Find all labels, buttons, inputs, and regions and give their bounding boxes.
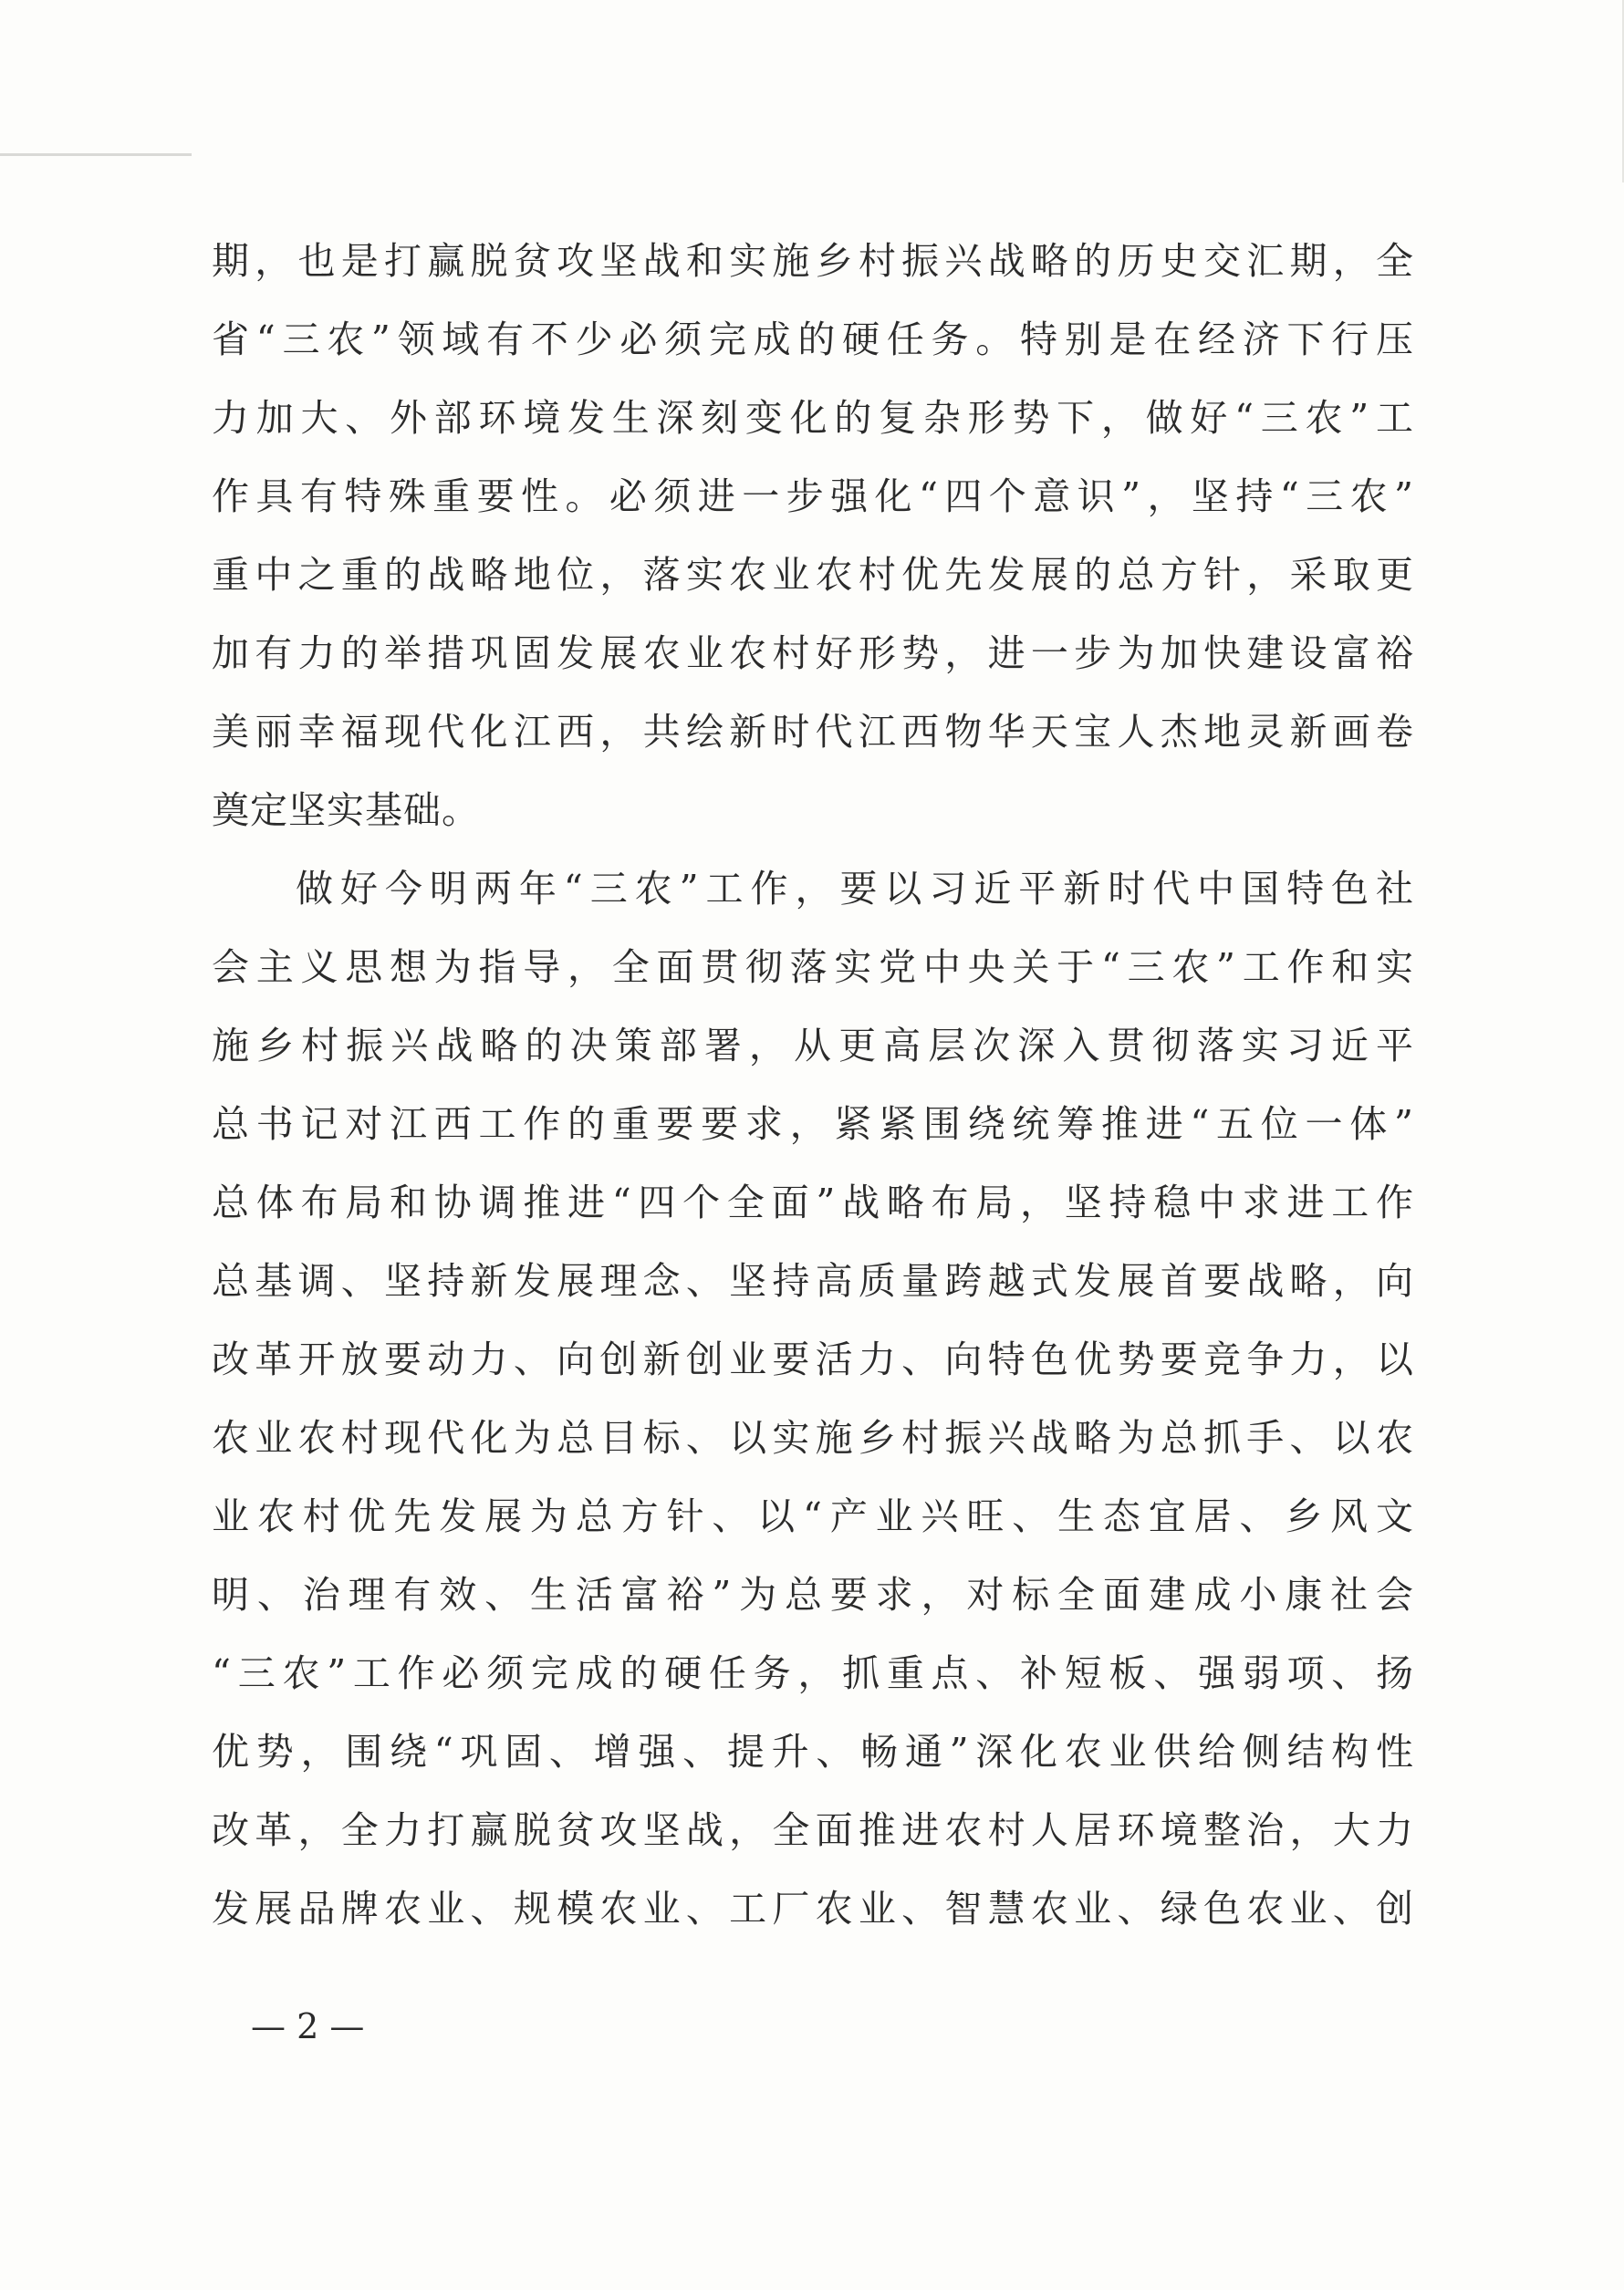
text-line: 总基调、坚持新发展理念、坚持高质量跨越式发展首要战略，向 — [212, 1259, 1414, 1303]
text-line: 明、治理有效、生活富裕”为总要求，对标全面建成小康社会 — [212, 1573, 1414, 1617]
text-line: 力加大、外部环境发生深刻变化的复杂形势下，做好“三农”工 — [212, 396, 1414, 440]
text-line: 发展品牌农业、规模农业、工厂农业、智慧农业、绿色农业、创 — [212, 1887, 1414, 1931]
text-line: 省“三农”领域有不少必须完成的硬任务。特别是在经济下行压 — [212, 317, 1414, 361]
text-line: 美丽幸福现代化江西，共绘新时代江西物华天宝人杰地灵新画卷 — [212, 710, 1414, 754]
text-line: 总体布局和协调推进“四个全面”战略布局，坚持稳中求进工作 — [212, 1181, 1414, 1224]
text-line: 业农村优先发展为总方针、以“产业兴旺、生态宜居、乡风文 — [212, 1494, 1414, 1538]
scan-edge-mark — [0, 153, 192, 156]
text-line: 施乡村振兴战略的决策部署，从更高层次深入贯彻落实习近平 — [212, 1024, 1414, 1067]
text-line: 会主义思想为指导，全面贯彻落实党中央关于“三农”工作和实 — [212, 945, 1414, 989]
text-line: 优势，围绕“巩固、增强、提升、畅通”深化农业供给侧结构性 — [212, 1730, 1414, 1774]
page-number: — 2 — — [251, 2006, 365, 2046]
text-line: 重中之重的战略地位，落实农业农村优先发展的总方针，采取更 — [212, 553, 1414, 597]
text-line: “三农”工作必须完成的硬任务，抓重点、补短板、强弱项、扬 — [212, 1651, 1414, 1695]
text-line: 期，也是打赢脱贫攻坚战和实施乡村振兴战略的历史交汇期，全 — [212, 239, 1414, 283]
text-line: 农业农村现代化为总目标、以实施乡村振兴战略为总抓手、以农 — [212, 1416, 1414, 1460]
text-line: 奠定坚实基础。 — [212, 788, 480, 832]
text-line: 改革，全力打赢脱贫攻坚战，全面推进农村人居环境整治，大力 — [212, 1808, 1414, 1852]
text-line: 总书记对江西工作的重要要求，紧紧围绕统筹推进“五位一体” — [212, 1102, 1414, 1146]
text-line: 改革开放要动力、向创新创业要活力、向特色优势要竞争力，以 — [212, 1338, 1414, 1381]
text-line: 作具有特殊重要性。必须进一步强化“四个意识”，坚持“三农” — [212, 474, 1414, 518]
text-line: 加有力的举措巩固发展农业农村好形势，进一步为加快建设富裕 — [212, 631, 1414, 675]
paragraph-first-line: 做好今明两年“三农”工作，要以习近平新时代中国特色社 — [296, 867, 1414, 911]
